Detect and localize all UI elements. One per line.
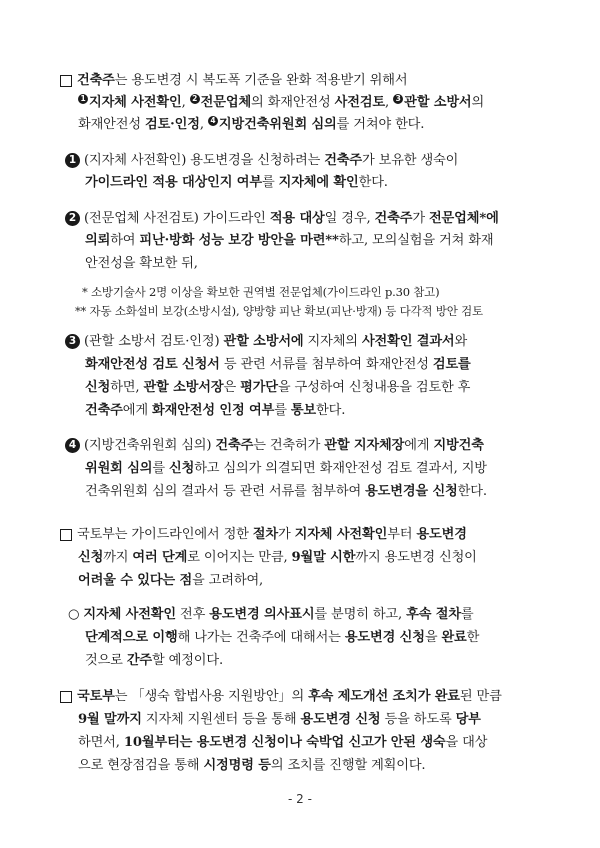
body-text: 등을 하도록 (380, 712, 456, 727)
emphasis-text: 지자체에 확인 (278, 175, 359, 190)
body-text: 는 「생숙 합법사용 지원방안」의 (114, 689, 309, 704)
s5-line-1 (65, 437, 484, 455)
emphasis-text: 후속 제도개선 조치가 완료 (308, 689, 460, 704)
s7-line-1 (68, 606, 474, 624)
body-text: 부터 (387, 527, 417, 542)
body-text: , (385, 95, 394, 110)
s5-line-3 (85, 483, 487, 501)
body-text: 하면, (110, 380, 144, 395)
body-text: 까지 용도변경 신청이 (355, 550, 477, 565)
emphasis-text: 국토부 (77, 689, 115, 704)
body-text: 하고, 모의실험을 거쳐 화재 (338, 233, 494, 248)
emphasis-text: 의뢰 (85, 233, 111, 248)
body-text: 지자체의 (303, 334, 362, 349)
circled-number-3-icon: 3 (393, 94, 403, 104)
body-text: 가 (412, 211, 429, 226)
emphasis-text: 신청 (169, 461, 195, 476)
body-text: ○ (68, 607, 84, 622)
s4-line-2 (85, 356, 471, 374)
emphasis-text: 시정명령 등 (203, 758, 271, 773)
body-text: * 소방기술사 2명 이상을 확보한 권역별 전문업체(가이드라인 p.30 참고) (82, 285, 440, 299)
s2-line-2 (85, 174, 388, 192)
body-text: 는 건축허가 (253, 438, 325, 453)
s2-line-1 (65, 152, 458, 170)
emphasis-text: 건축주 (324, 153, 362, 168)
circled-number-1-icon: 1 (78, 94, 88, 104)
emphasis-text: 검토·인정 (145, 117, 200, 132)
emphasis-text: 관할 지자체장 (324, 438, 405, 453)
notes-line-2 (75, 302, 483, 320)
body-text: (전문업체 사전검토) 가이드라인 (80, 211, 270, 226)
s3-line-2 (85, 232, 493, 250)
body-text: 를 분명히 하고, (314, 607, 407, 622)
body-text: (지방건축위원회 심의) (80, 438, 216, 453)
body-text: 로 이어지는 만큼, (187, 550, 292, 565)
body-text: 한다. (316, 403, 346, 418)
emphasis-text: 가이드라인 적용 대상인지 여부 (85, 175, 262, 190)
emphasis-text: 적용 대상 (269, 211, 325, 226)
emphasis-text: 전문업체 (200, 95, 252, 110)
emphasis-text: 사전확인 결과서 (361, 334, 455, 349)
circled-number-2-icon: 2 (190, 94, 200, 104)
body-text: 을 고려하여, (192, 573, 264, 588)
square-bullet-icon (60, 691, 72, 703)
emphasis-text: 전문업체*에 (428, 211, 499, 226)
s6-line-1 (60, 526, 467, 544)
emphasis-text: 건축주 (85, 403, 123, 418)
emphasis-text: 10월부터는 용도변경 신청이나 숙박업 신고가 안된 생숙 (123, 735, 446, 750)
s8-line-1 (60, 688, 502, 706)
body-text: (관할 소방서 검토·인정) (80, 334, 224, 349)
circled-number-2-icon: 2 (65, 211, 80, 226)
s8-line-2 (78, 711, 481, 729)
body-text: 와 (454, 334, 468, 349)
emphasis-text: 지자체 사전확인 (83, 607, 176, 622)
body-text: 하면서, (78, 735, 124, 750)
body-text: 것으로 (85, 653, 127, 668)
body-text: 를 (274, 403, 291, 418)
s6-line-3 (78, 572, 263, 590)
page-number: - 2 - (288, 792, 312, 806)
circled-number-1-icon: 1 (65, 153, 80, 168)
circled-number-4-icon: 4 (65, 438, 80, 453)
body-text: 화재안전성 (78, 117, 145, 132)
emphasis-text: 건축주 (374, 211, 413, 226)
body-text: 의 (471, 95, 485, 110)
body-text: , (181, 95, 190, 110)
emphasis-text: 지자체 사전확인 (294, 527, 388, 542)
s1-line-3 (78, 116, 424, 134)
square-bullet-icon (60, 75, 72, 87)
body-text: ** 자동 소화설비 보강(소방시설), 양방향 피난 확보(피난·방재) 등 다각적 방안 검토 (75, 304, 483, 318)
body-text: 해 나가는 건축주에 대해서는 (177, 630, 345, 645)
s8-line-4 (78, 757, 425, 775)
emphasis-text: 화재안전성 검토 신청서 (85, 357, 220, 372)
body-text: 를 (152, 461, 170, 476)
emphasis-text: 어려울 수 있다는 점 (78, 573, 193, 588)
body-text: 는 용도변경 시 복도폭 기준을 완화 적용받기 위해서 (114, 73, 408, 88)
body-text: 의 조치를 진행할 계획이다. (270, 758, 426, 773)
body-text: 등 관련 서류를 첨부하여 화재안전성 (219, 357, 433, 372)
circled-number-3-icon: 3 (65, 334, 80, 349)
emphasis-text: 용도변경 의사표시 (209, 607, 315, 622)
body-text: 한 (466, 630, 480, 645)
body-text: 할 예정이다. (152, 653, 224, 668)
body-text: 한다. (358, 175, 388, 190)
s1-line-2 (78, 94, 484, 112)
emphasis-text: 간주 (126, 653, 152, 668)
emphasis-text: 건축주 (215, 438, 254, 453)
emphasis-text: 검토를 (432, 357, 471, 372)
emphasis-text: 신청 (78, 550, 104, 565)
emphasis-text: 9월말 시한 (291, 550, 356, 565)
body-text: 을 (424, 630, 442, 645)
emphasis-text: 피난·방화 성능 보강 방안을 마련** (139, 233, 339, 248)
body-text: 가 보유한 생숙이 (362, 153, 459, 168)
body-text: 지자체 지원센터 등을 통해 (141, 712, 301, 727)
s6-line-2 (78, 549, 477, 567)
body-text: 안전성을 확보한 뒤, (85, 256, 198, 271)
body-text: 국토부는 가이드라인에서 정한 (77, 527, 253, 542)
s3-line-3 (85, 255, 198, 273)
notes-line-1 (82, 283, 439, 301)
s4-line-3 (85, 379, 470, 397)
s7-line-3 (85, 652, 223, 670)
emphasis-text: 지방건축 (433, 438, 484, 453)
s3-line-1 (65, 210, 499, 228)
emphasis-text: 후속 절차 (406, 607, 461, 622)
emphasis-text: 관할 소방서 (404, 95, 472, 110)
s5-line-2 (85, 460, 487, 478)
body-text: 를 거쳐야 한다. (336, 117, 425, 132)
emphasis-text: 여러 단계 (132, 550, 188, 565)
body-text: 전후 (175, 607, 210, 622)
emphasis-text: 관할 소방서장 (143, 380, 224, 395)
emphasis-text: 용도변경을 신청 (365, 484, 458, 499)
body-text: 하고 심의가 의결되면 화재안전성 검토 결과서, 지방 (194, 461, 487, 476)
body-text: 에게 (404, 438, 434, 453)
circled-number-4-icon: 4 (208, 116, 218, 126)
emphasis-text: 통보 (290, 403, 317, 418)
emphasis-text: 화재안전성 인정 여부 (152, 403, 275, 418)
body-text: 은 (223, 380, 241, 395)
body-text: 가 (277, 527, 295, 542)
emphasis-text: 위원회 심의 (85, 461, 153, 476)
emphasis-text: 관할 소방서에 (223, 334, 304, 349)
emphasis-text: 용도변경 신청 (344, 630, 425, 645)
emphasis-text: 단계적으로 이행 (85, 630, 178, 645)
emphasis-text: 평가단 (240, 380, 278, 395)
body-text: 한다. (457, 484, 487, 499)
s8-line-3 (78, 734, 487, 752)
s4-line-4 (85, 402, 345, 420)
square-bullet-icon (60, 529, 72, 541)
s1-line-1 (60, 72, 407, 90)
emphasis-text: 용도변경 신청 (300, 712, 381, 727)
emphasis-text: 지자체 사전확인 (89, 95, 182, 110)
s7-line-2 (85, 629, 479, 647)
body-text: (지자체 사전확인) 용도변경을 신청하려는 (80, 153, 325, 168)
emphasis-text: 신청 (85, 380, 111, 395)
s4-line-1 (65, 333, 467, 351)
body-text: 일 경우, (324, 211, 375, 226)
body-text: 를 (261, 175, 279, 190)
body-text: 으로 현장점검을 통해 (78, 758, 204, 773)
body-text: 를 (460, 607, 474, 622)
body-text: 건축위원회 심의 결과서 등 관련 서류를 첨부하여 (85, 484, 366, 499)
body-text: 하여 (110, 233, 140, 248)
body-text: 의 화재안전성 (251, 95, 335, 110)
emphasis-text: 절차 (252, 527, 278, 542)
emphasis-text: 당부 (455, 712, 481, 727)
body-text: 까지 (103, 550, 133, 565)
emphasis-text: 9월 말까지 (78, 712, 142, 727)
body-text: , (199, 117, 208, 132)
body-text: 에게 (122, 403, 153, 418)
emphasis-text: 건축주 (77, 73, 115, 88)
emphasis-text: 사전검토 (334, 95, 386, 110)
body-text: 을 대상 (445, 735, 488, 750)
emphasis-text: 용도변경 (416, 527, 467, 542)
body-text: 을 구성하여 신청내용을 검토한 후 (277, 380, 471, 395)
emphasis-text: 지방건축위원회 심의 (218, 117, 337, 132)
emphasis-text: 완료 (441, 630, 467, 645)
body-text: 된 만큼 (459, 689, 502, 704)
